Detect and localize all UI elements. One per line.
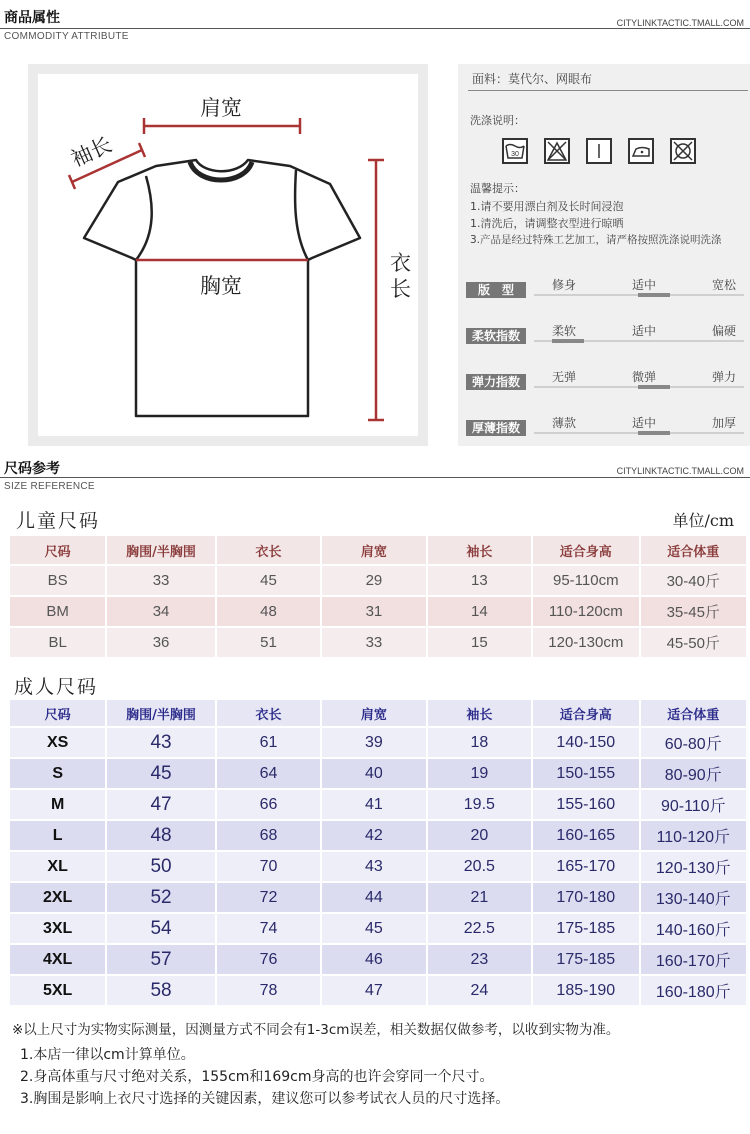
size-cell: S: [10, 759, 105, 788]
size-cell: BS: [10, 566, 105, 595]
chest-cell: 48: [107, 821, 214, 850]
length-cell: 64: [217, 759, 320, 788]
table-row: [10, 566, 746, 595]
height-cell: 150-155: [533, 759, 638, 788]
height-cell: 185-190: [533, 976, 638, 1005]
height-cell: 120-130cm: [533, 628, 638, 657]
chest-label: 胸宽: [200, 274, 242, 298]
length-cell: 45: [217, 566, 320, 595]
measurement-diagram: [28, 64, 428, 446]
no-bleach-icon: [544, 138, 570, 164]
tshirt-outline-icon: [38, 74, 418, 436]
rating-thickness: [466, 410, 746, 440]
rating-label: 柔软指数: [466, 328, 526, 344]
size-cell: XL: [10, 852, 105, 881]
table-row: [10, 790, 746, 819]
disclaimer-note: ※以上尺寸为实物实际测量，因测量方式不同会有1-3cm误差，相关数据仅做参考，以收到实物为准。: [12, 1022, 620, 1038]
fabric-text: 面料：莫代尔、网眼布: [472, 72, 593, 86]
rating-selected-bar: [638, 385, 670, 389]
height-cell: 175-185: [533, 914, 638, 943]
rating-option: 加厚: [712, 416, 737, 430]
rating-option: 偏硬: [712, 324, 737, 338]
length-cell: 70: [217, 852, 320, 881]
tip-line: 1.请不要用漂白剂及长时间浸泡: [470, 200, 624, 213]
rating-option: 适中: [632, 416, 657, 430]
column-header: 适合体重: [641, 700, 746, 726]
table-row: [10, 976, 746, 1005]
chest-cell: 58: [107, 976, 214, 1005]
sleeve-cell: 23: [428, 945, 531, 974]
chest-cell: 34: [107, 597, 214, 626]
weight-cell: 45-50斤: [641, 628, 746, 657]
line-dry-icon: [586, 138, 612, 164]
length-cell: 48: [217, 597, 320, 626]
column-header: 袖长: [428, 700, 531, 726]
rating-option: 无弹: [552, 370, 577, 384]
weight-cell: 120-130斤: [641, 852, 746, 881]
sleeve-cell: 14: [428, 597, 531, 626]
sleeve-cell: 18: [428, 728, 531, 757]
weight-cell: 35-45斤: [641, 597, 746, 626]
height-cell: 160-165: [533, 821, 638, 850]
length-cell: 66: [217, 790, 320, 819]
weight-cell: 60-80斤: [641, 728, 746, 757]
height-cell: 140-150: [533, 728, 638, 757]
fabric-divider: [468, 90, 748, 91]
weight-cell: 80-90斤: [641, 759, 746, 788]
wash-title: 洗涤说明：: [470, 114, 525, 127]
column-header: 胸围/半胸围: [107, 700, 214, 726]
length-cell: 68: [217, 821, 320, 850]
length-cell: 78: [217, 976, 320, 1005]
column-header: 适合身高: [533, 536, 638, 564]
shoulder-cell: 31: [322, 597, 425, 626]
size-cell: L: [10, 821, 105, 850]
rating-label: 厚薄指数: [466, 420, 526, 436]
column-header: 胸围/半胸围: [107, 536, 214, 564]
weight-cell: 110-120斤: [641, 821, 746, 850]
section-divider: [0, 477, 750, 478]
sleeve-cell: 20: [428, 821, 531, 850]
table-row: [10, 728, 746, 757]
section-title: 尺码参考: [4, 461, 60, 477]
rating-option: 薄款: [552, 416, 577, 430]
no-tumble-dry-icon: [670, 138, 696, 164]
kids-size-title: 儿童尺码: [16, 510, 101, 532]
column-header: 适合体重: [641, 536, 746, 564]
shoulder-cell: 44: [322, 883, 425, 912]
sleeve-label: 袖长: [67, 132, 116, 172]
shoulder-cell: 42: [322, 821, 425, 850]
length-cell: 72: [217, 883, 320, 912]
rating-option: 修身: [552, 278, 577, 292]
size-cell: M: [10, 790, 105, 819]
wash-30-icon: [502, 138, 528, 164]
height-cell: 110-120cm: [533, 597, 638, 626]
shoulder-cell: 39: [322, 728, 425, 757]
column-header: 肩宽: [322, 536, 425, 564]
weight-cell: 130-140斤: [641, 883, 746, 912]
column-header: 衣长: [217, 536, 320, 564]
store-url: CITYLINKTACTIC.TMALL.COM: [616, 466, 744, 476]
column-header: 衣长: [217, 700, 320, 726]
chest-cell: 54: [107, 914, 214, 943]
length-label: 衣长: [390, 251, 411, 301]
chest-cell: 43: [107, 728, 214, 757]
rating-option: 适中: [632, 324, 657, 338]
table-row: [10, 821, 746, 850]
rating-option: 柔软: [552, 324, 577, 338]
tips-title: 温馨提示：: [470, 182, 525, 195]
rating-fit: [466, 272, 746, 302]
table-header-row: [10, 536, 746, 564]
rating-option: 微弹: [632, 370, 657, 384]
column-header: 适合身高: [533, 700, 638, 726]
shoulder-cell: 47: [322, 976, 425, 1005]
table-header-row: [10, 700, 746, 726]
store-url: CITYLINKTACTIC.TMALL.COM: [616, 18, 744, 28]
size-cell: 2XL: [10, 883, 105, 912]
chest-cell: 36: [107, 628, 214, 657]
note-line: 1.本店一律以cm计算单位。: [20, 1047, 195, 1063]
rating-label: 版 型: [466, 282, 526, 298]
chest-cell: 47: [107, 790, 214, 819]
attribute-panel: [458, 64, 750, 446]
rating-option: 适中: [632, 278, 657, 292]
table-row: [10, 628, 746, 657]
size-cell: BM: [10, 597, 105, 626]
length-cell: 76: [217, 945, 320, 974]
table-row: [10, 914, 746, 943]
weight-cell: 90-110斤: [641, 790, 746, 819]
section-title: 商品属性: [4, 10, 60, 26]
shoulder-cell: 45: [322, 914, 425, 943]
diagram-canvas: [38, 74, 418, 436]
size-cell: 4XL: [10, 945, 105, 974]
size-cell: 5XL: [10, 976, 105, 1005]
shoulder-cell: 43: [322, 852, 425, 881]
height-cell: 95-110cm: [533, 566, 638, 595]
rating-option: 宽松: [712, 278, 737, 292]
size-reference-header: [0, 452, 750, 496]
rating-elasticity: [466, 364, 746, 394]
rating-selected-bar: [638, 293, 670, 297]
adult-size-table: [8, 698, 748, 1007]
unit-label: 单位/cm: [672, 511, 734, 530]
column-header: 尺码: [10, 536, 105, 564]
length-cell: 61: [217, 728, 320, 757]
table-row: [10, 597, 746, 626]
note-line: 2.身高体重与尺寸绝对关系，155cm和169cm身高的也许会穿同一个尺寸。: [20, 1069, 494, 1085]
kids-size-table: [8, 534, 748, 659]
rating-selected-bar: [552, 339, 584, 343]
rating-option: 弹力: [712, 370, 737, 384]
commodity-attribute-header: [0, 0, 750, 44]
tip-line: 3.产品是经过特殊工艺加工，请严格按照洗涤说明洗涤: [470, 234, 722, 246]
weight-cell: 160-180斤: [641, 976, 746, 1005]
chest-cell: 52: [107, 883, 214, 912]
length-cell: 51: [217, 628, 320, 657]
rating-selected-bar: [638, 431, 670, 435]
shoulder-cell: 46: [322, 945, 425, 974]
shoulder-label: 肩宽: [200, 96, 242, 120]
shoulder-cell: 29: [322, 566, 425, 595]
sleeve-cell: 20.5: [428, 852, 531, 881]
chest-cell: 45: [107, 759, 214, 788]
table-row: [10, 852, 746, 881]
section-subtitle: SIZE REFERENCE: [4, 481, 95, 492]
chest-cell: 33: [107, 566, 214, 595]
height-cell: 175-185: [533, 945, 638, 974]
column-header: 尺码: [10, 700, 105, 726]
section-divider: [0, 28, 750, 29]
sleeve-cell: 21: [428, 883, 531, 912]
column-header: 肩宽: [322, 700, 425, 726]
sleeve-cell: 15: [428, 628, 531, 657]
weight-cell: 160-170斤: [641, 945, 746, 974]
size-cell: BL: [10, 628, 105, 657]
shoulder-cell: 33: [322, 628, 425, 657]
rating-label: 弹力指数: [466, 374, 526, 390]
sleeve-cell: 22.5: [428, 914, 531, 943]
size-cell: 3XL: [10, 914, 105, 943]
wash-temp-label: 30: [511, 151, 519, 158]
height-cell: 155-160: [533, 790, 638, 819]
sleeve-cell: 19.5: [428, 790, 531, 819]
rating-softness: [466, 318, 746, 348]
length-cell: 74: [217, 914, 320, 943]
adult-size-title: 成人尺码: [14, 676, 99, 698]
height-cell: 170-180: [533, 883, 638, 912]
note-line: 3.胸围是影响上衣尺寸选择的关键因素，建议您可以参考试衣人员的尺寸选择。: [20, 1091, 510, 1107]
sleeve-cell: 13: [428, 566, 531, 595]
column-header: 袖长: [428, 536, 531, 564]
size-cell: XS: [10, 728, 105, 757]
section-subtitle: COMMODITY ATTRIBUTE: [4, 31, 129, 42]
weight-cell: 140-160斤: [641, 914, 746, 943]
sleeve-cell: 24: [428, 976, 531, 1005]
table-row: [10, 883, 746, 912]
chest-cell: 57: [107, 945, 214, 974]
shoulder-cell: 41: [322, 790, 425, 819]
height-cell: 165-170: [533, 852, 638, 881]
chest-cell: 50: [107, 852, 214, 881]
iron-low-icon: [628, 138, 654, 164]
weight-cell: 30-40斤: [641, 566, 746, 595]
table-row: [10, 945, 746, 974]
table-row: [10, 759, 746, 788]
tip-line: 1.清洗后，请调整衣型进行晾晒: [470, 217, 624, 230]
shoulder-cell: 40: [322, 759, 425, 788]
sleeve-cell: 19: [428, 759, 531, 788]
